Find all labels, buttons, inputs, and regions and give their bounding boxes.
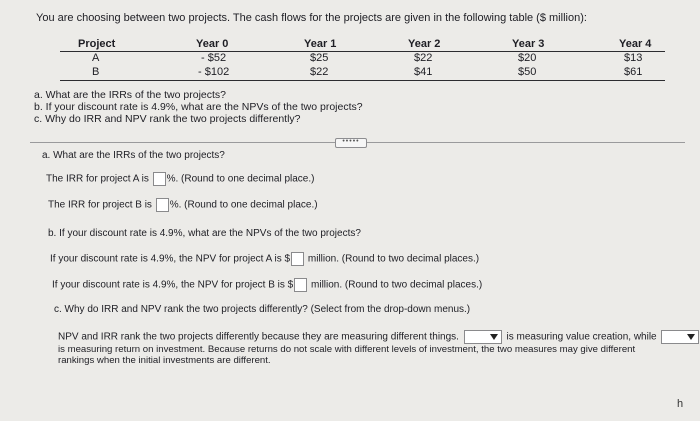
header-year-0: Year 0 xyxy=(196,38,229,50)
row-a-year-2: $22 xyxy=(414,52,433,64)
npv-b-input[interactable] xyxy=(294,278,307,292)
header-year-2: Year 2 xyxy=(408,38,441,50)
question-a: a. What are the IRRs of the two projects? xyxy=(34,89,227,101)
row-a-year-4: $13 xyxy=(624,52,643,64)
header-project: Project xyxy=(78,38,116,50)
irr-b-line xyxy=(48,198,318,212)
chevron-down-icon xyxy=(490,334,498,340)
npv-b-label: If your discount rate is 4.9%, the NPV for project B is $ xyxy=(52,279,294,291)
row-b-year-2: $41 xyxy=(414,66,433,78)
irr-a-input[interactable] xyxy=(153,172,166,186)
row-b-project: B xyxy=(92,66,100,78)
npv-a-hint: million. (Round to two decimal places.) xyxy=(307,253,480,265)
irr-b-label: The IRR for project B is xyxy=(48,199,152,211)
row-b-year-1: $22 xyxy=(310,66,329,78)
irr-a-line xyxy=(46,172,314,186)
handle-dots: ••••• xyxy=(342,138,360,145)
answer-b-heading: b. If your discount rate is 4.9%, what are the NPVs of the two projects? xyxy=(48,228,361,239)
c-line-1-text: NPV and IRR rank the two projects differently because they are measuring different things. xyxy=(58,331,459,343)
measure-dropdown-2[interactable] xyxy=(661,330,699,344)
row-a-project: A xyxy=(92,52,100,64)
answer-a-heading: a. What are the IRRs of the two projects? xyxy=(42,150,225,161)
npv-a-line xyxy=(50,252,479,266)
header-year-4: Year 4 xyxy=(619,38,652,50)
npv-b-hint: million. (Round to two decimal places.) xyxy=(311,279,483,291)
irr-a-hint: %. (Round to one decimal place.) xyxy=(166,173,315,185)
row-a-year-0: - $52 xyxy=(201,52,227,64)
c-line-3: rankings when the initial investments are different. xyxy=(58,355,271,366)
question-b: b. If your discount rate is 4.9%, what are the NPVs of the two projects? xyxy=(34,101,363,113)
npv-b-line xyxy=(52,278,482,292)
row-b-year-0: - $102 xyxy=(198,66,230,78)
row-b-year-4: $61 xyxy=(624,66,643,78)
irr-b-input[interactable] xyxy=(156,198,169,212)
table-header-rule xyxy=(60,51,665,52)
c-line-1 xyxy=(58,330,700,344)
header-year-1: Year 1 xyxy=(304,38,337,50)
measure-dropdown-1[interactable] xyxy=(464,330,502,344)
npv-a-input[interactable] xyxy=(291,252,304,266)
answer-c-heading: c. Why do IRR and NPV rank the two projects differently? (Select from the drop-down menus.) xyxy=(54,304,471,315)
chevron-down-icon xyxy=(687,334,695,340)
table-bottom-rule xyxy=(60,80,665,81)
irr-a-label: The IRR for project A is xyxy=(46,173,149,185)
irr-b-hint: %. (Round to one decimal place.) xyxy=(169,199,318,211)
row-a-year-1: $25 xyxy=(310,52,329,64)
row-a-year-3: $20 xyxy=(518,52,537,64)
c-line-1-mid: is measuring value creation, while xyxy=(506,331,657,343)
npv-a-label: If your discount rate is 4.9%, the NPV for project A is $ xyxy=(50,253,291,265)
row-b-year-3: $50 xyxy=(518,66,537,78)
question-c: c. Why do IRR and NPV rank the two projects differently? xyxy=(34,113,301,125)
text-cursor-icon: h xyxy=(677,398,684,410)
problem-intro: You are choosing between two projects. The cash flows for the projects are given in the following table ($ million): xyxy=(36,12,587,24)
header-year-3: Year 3 xyxy=(512,38,545,50)
resize-handle[interactable] xyxy=(335,138,367,148)
c-line-2: is measuring return on investment. Because returns do not scale with different levels of investment, the two measures may give different xyxy=(58,344,636,355)
